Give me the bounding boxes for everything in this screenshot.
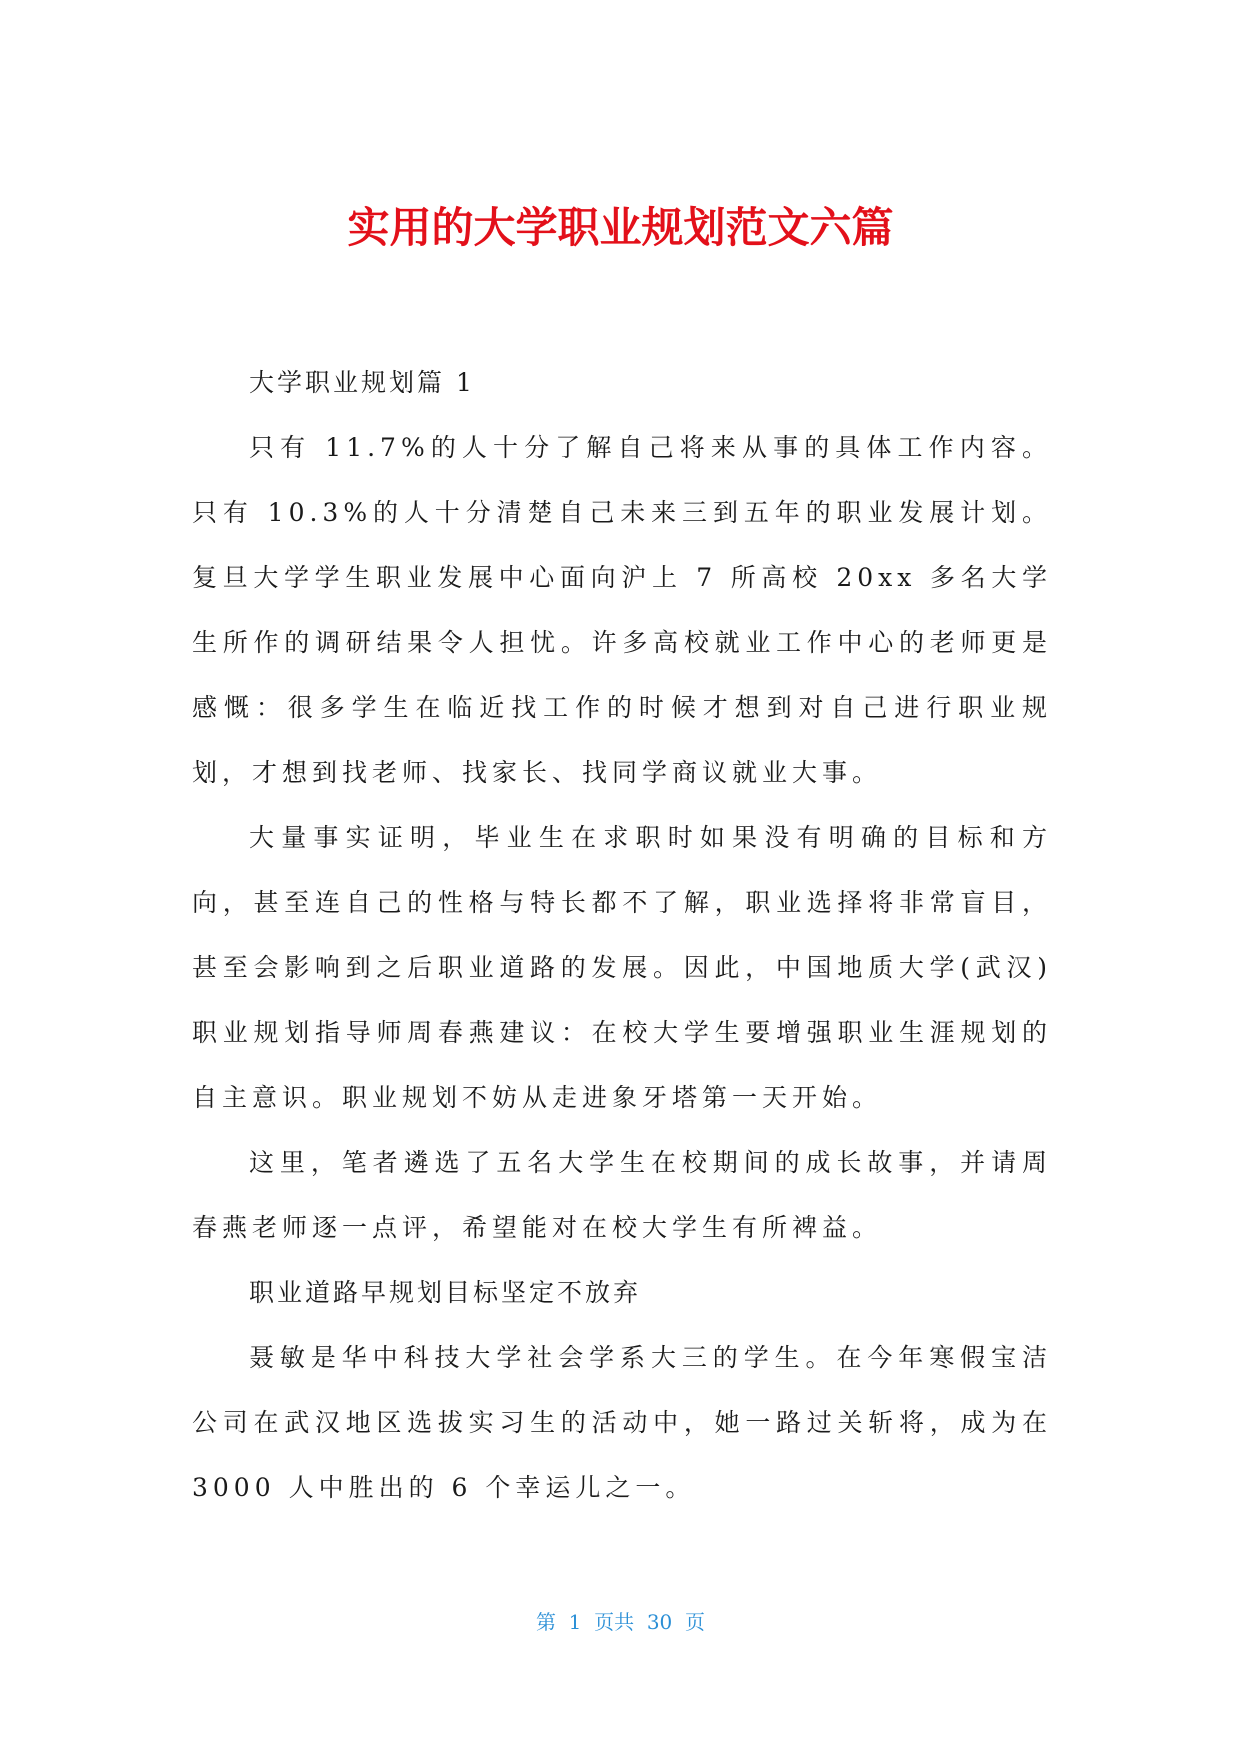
section-heading: 职业道路早规划目标坚定不放弃: [249, 1278, 642, 1307]
paragraph: 聂敏是华中科技大学社会学系大三的学生。在今年寒假宝洁公司在武汉地区选拔实习生的活动中，她一路过关斩将，成为在 3000 人中胜出的 6 个幸运儿之一。: [192, 1343, 1052, 1502]
section-heading: 大学职业规划篇 1: [249, 368, 475, 397]
paragraph: 只有 11.7%的人十分了解自己将来从事的具体工作内容。只有 10.3%的人十分清楚自己未来三到五年的职业发展计划。复旦大学学生职业发展中心面向沪上 7 所高校 20xx 多名大学生所作的调研结果令人担忧。许多高校就业工作中心的老师更是感慨：很多学生在临近找工作的时候才想到对自己进行职业规划，才想到找老师、找家长、找同学商议就业大事。: [192, 433, 1052, 787]
paragraph: 这里，笔者遴选了五名大学生在校期间的成长故事，并请周春燕老师逐一点评，希望能对在校大学生有所裨益。: [192, 1148, 1052, 1242]
document-body: [192, 350, 1052, 1520]
page-number-footer: 第 1 页共 30 页: [535, 1610, 706, 1634]
document-title: 实用的大学职业规划范文六篇: [347, 203, 894, 252]
paragraph: 大量事实证明，毕业生在求职时如果没有明确的目标和方向，甚至连自己的性格与特长都不了解，职业选择将非常盲目，甚至会影响到之后职业道路的发展。因此，中国地质大学(武汉)职业规划指导师周春燕建议：在校大学生要增强职业生涯规划的自主意识。职业规划不妨从走进象牙塔第一天开始。: [192, 823, 1052, 1112]
